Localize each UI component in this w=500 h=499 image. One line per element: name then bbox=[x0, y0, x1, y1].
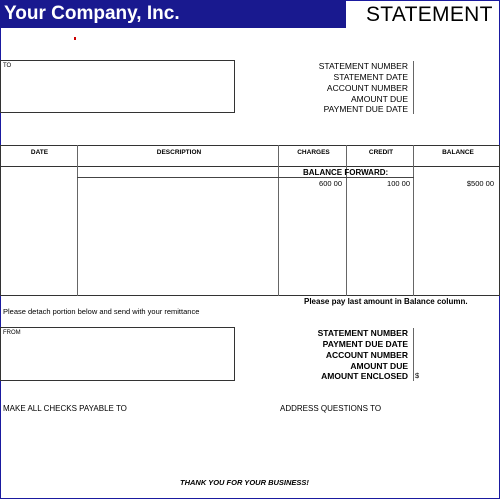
statement-info-value-line bbox=[413, 61, 414, 114]
header-description: DESCRIPTION bbox=[156, 149, 202, 156]
remit-amount-due-label: AMOUNT DUE bbox=[350, 361, 408, 371]
col-divider-1 bbox=[77, 145, 78, 296]
from-label: FROM bbox=[3, 330, 21, 336]
amount-due-label: AMOUNT DUE bbox=[351, 94, 408, 104]
checks-payable-label: MAKE ALL CHECKS PAYABLE TO bbox=[3, 404, 127, 413]
remit-account-number-label: ACCOUNT NUMBER bbox=[325, 350, 408, 360]
table-row-credit: 100 00 bbox=[387, 179, 410, 188]
table-row-charges: 600 00 bbox=[319, 179, 342, 188]
col-divider-2 bbox=[278, 145, 279, 296]
address-questions-label: ADDRESS QUESTIONS TO bbox=[280, 404, 382, 413]
header-credit: CREDIT bbox=[368, 149, 394, 156]
thank-you-note: THANK YOU FOR YOUR BUSINESS! bbox=[180, 478, 309, 487]
pay-last-note: Please pay last amount in Balance column. bbox=[304, 297, 468, 306]
table-row-balance: $500 00 bbox=[466, 179, 494, 188]
remit-payment-due-date-label: PAYMENT DUE DATE bbox=[322, 339, 408, 349]
remit-amount-enclosed-label: AMOUNT ENCLOSED bbox=[321, 371, 408, 381]
to-address-box[interactable] bbox=[0, 60, 235, 113]
payment-due-date-label: PAYMENT DUE DATE bbox=[323, 104, 408, 114]
remit-info-value-line bbox=[413, 328, 414, 381]
remit-statement-number-label: STATEMENT NUMBER bbox=[317, 328, 408, 338]
statement-title: STATEMENT bbox=[366, 3, 493, 26]
detach-note: Please detach portion below and send with your remittance bbox=[3, 307, 200, 316]
from-address-box[interactable] bbox=[0, 327, 235, 381]
amount-enclosed-currency[interactable]: $ bbox=[415, 371, 420, 380]
statement-number-label: STATEMENT NUMBER bbox=[318, 61, 408, 71]
table-body bbox=[0, 166, 500, 296]
account-number-label: ACCOUNT NUMBER bbox=[326, 83, 408, 93]
col-divider-4 bbox=[413, 145, 414, 296]
header-balance: BALANCE bbox=[442, 149, 474, 156]
table-header-row bbox=[0, 145, 500, 167]
balance-forward-label: BALANCE FORWARD: bbox=[303, 168, 389, 177]
red-mark bbox=[74, 37, 76, 40]
balance-forward-line bbox=[77, 177, 414, 178]
header-date: DATE bbox=[30, 149, 49, 156]
statement-date-label: STATEMENT DATE bbox=[333, 72, 408, 82]
header-charges: CHARGES bbox=[297, 149, 330, 156]
company-name: Your Company, Inc. bbox=[4, 3, 180, 24]
to-label: TO bbox=[3, 63, 12, 69]
